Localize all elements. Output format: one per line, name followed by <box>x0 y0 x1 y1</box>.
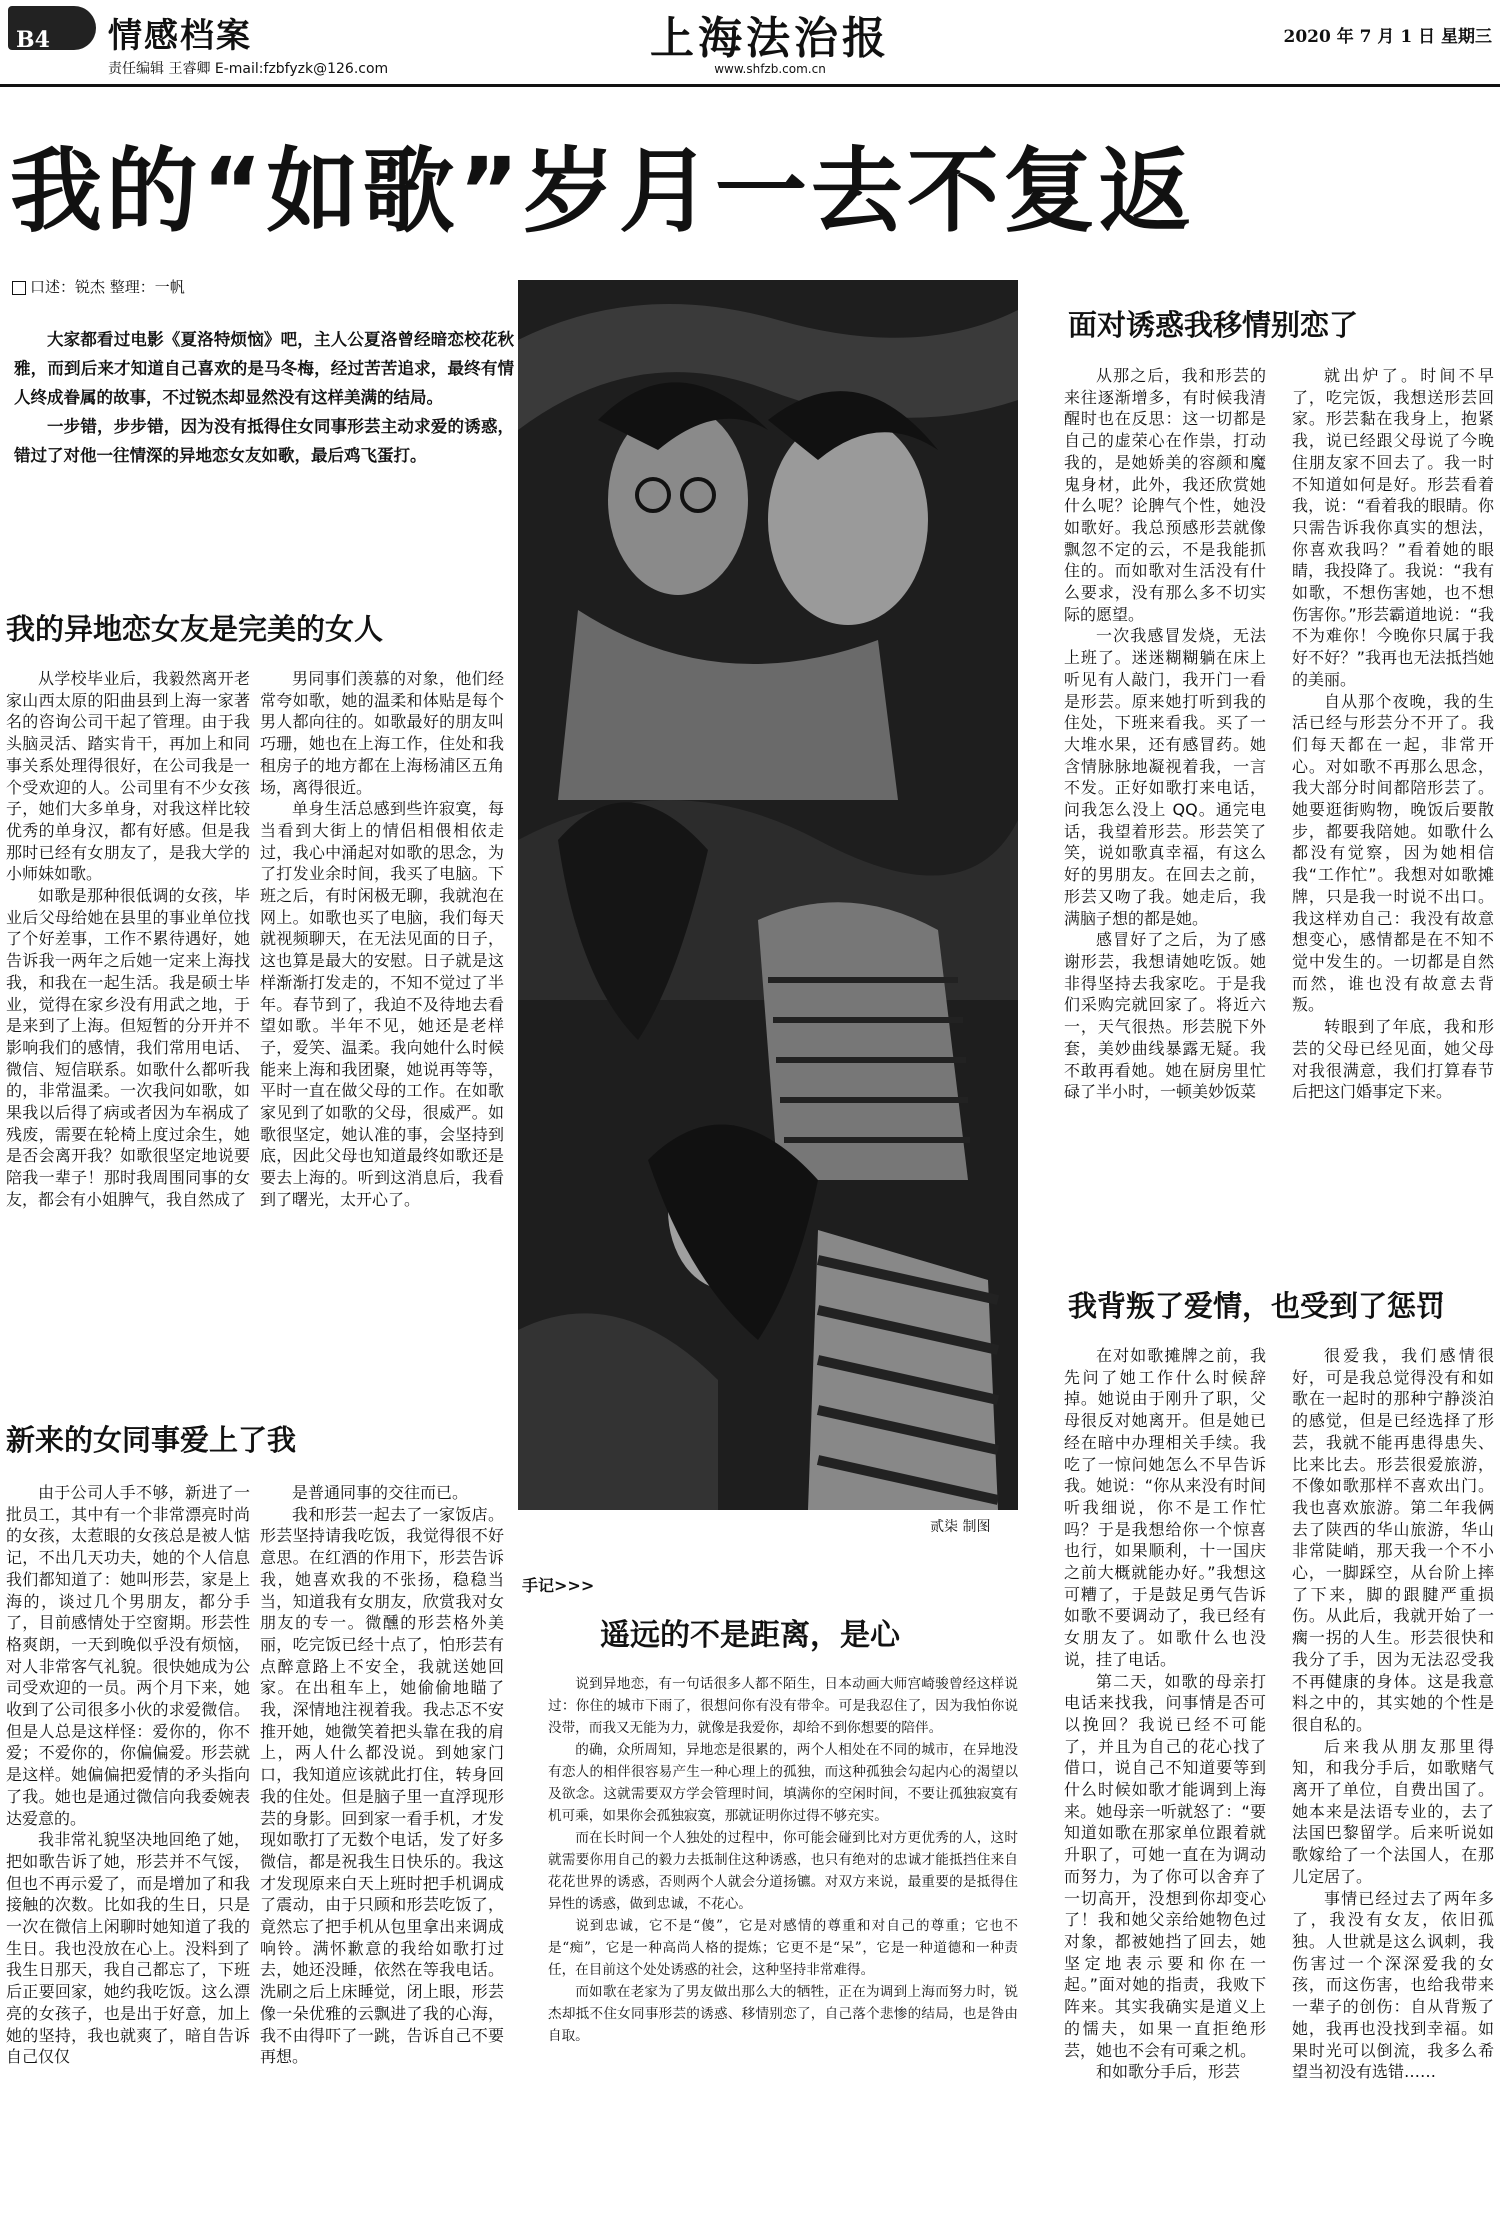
masthead-rule <box>0 84 1500 87</box>
paragraph: 说到忠诚，它不是“傻”，它是对感情的尊重和对自己的尊重；它也不是“痴”，它是一种高尚人格的提炼；它更不是“呆”，它是一种道德和一种责任，在目前这个处处诱惑的社会，这种坚持非常难得。 <box>548 1918 1018 1978</box>
intro-text <box>14 325 514 470</box>
intro-paragraph: 大家都看过电影《夏洛特烦恼》吧，主人公夏洛曾经暗恋校花秋雅，而到后来才知道自己喜欢的是马冬梅，经过苦苦追求，最终有情人终成眷属的故事，不过锐杰却显然没有这样美满的结局。 <box>14 330 514 407</box>
newspaper-url: www.shfzb.com.cn <box>714 62 826 76</box>
sec3-column-2 <box>1292 365 1494 1265</box>
sec4-column-1 <box>1064 1345 1266 2223</box>
paragraph: 一次我感冒发烧，无法上班了。迷迷糊糊躺在床上听见有人敲门，我开门一看是形芸。原来她打听到我的住处，下班来看我。买了一大堆水果，还有感冒药。她含情脉脉地凝视着我，一言不发。正好如歌打来电话，问我怎么没上 QQ。通完电话，我望着形芸。形芸笑了笑，说如歌真幸福，有这么好的男朋友。在回去之前，形芸又吻了我。她走后，我满脑子想的都是她。 <box>1064 626 1266 928</box>
intro-paragraph: 一步错，步步错，因为没有抵得住女同事形芸主动求爱的诱惑，错过了对他一往情深的异地恋女友如歌，最后鸡飞蛋打。 <box>14 417 514 465</box>
paragraph: 我非常礼貌坚决地回绝了她，把如歌告诉了她，形芸并不气馁，但也不再示爱了，而是增加了和我接触的次数。比如我的生日，只是一次在微信上闲聊时她知道了我的生日。我也没放在心上。没料到了我生日那天，我自己都忘了，下班后正要回家，她约我吃饭。这么漂亮的女孩子，也是出于好意，加上她的坚持，我也就爽了，暗自告诉自己仅仅 <box>6 1830 250 2067</box>
page-letter: B <box>16 26 35 53</box>
paragraph: 自从那个夜晚，我的生活已经与形芸分不开了。我们每天都在一起，非常开心。对如歌不再那么思念，我大部分时间都陪形芸了。她要逛街购物，晚饭后要散步，都要我陪她。如歌什么都没有觉察，因为她相信我“工作忙”。我想对如歌摊牌，只是我一时说不出口。我这样劝自己：我没有故意想变心，感情都是在不知不觉中发生的。一切都是自然而然，谁也没有故意去背叛。 <box>1292 691 1494 1015</box>
subhead-sec3: 面对诱惑我移情别恋了 <box>1068 308 1359 342</box>
paragraph: 说到异地恋，有一句话很多人都不陌生，日本动画大师宫崎骏曾经这样说过：你住的城市下雨了，很想问你有没有带伞。可是我忍住了，因为我怕你说没带，而我又无能为力，就像是我爱你，却给不到你想要的陪伴。 <box>548 1676 1018 1736</box>
paragraph: 很爱我，我们感情很好，可是我总觉得没有和如歌在一起时的那种宁静淡泊的感觉，但是已经选择了形芸，我就不能再患得患失、比来比去。形芸很爱旅游，不像如歌那样不喜欢出门。我也喜欢旅游。第二年我俩去了陕西的华山旅游，华山非常陡峭，那天我一个不小心，一脚踩空，从台阶上摔了下来，脚的跟腱严重损伤。从此后，我就开始了一瘸一拐的人生。形芸很快和我分了手，因为无法忍受我不再健康的身体。这是我意料之中的，其实她的个性是很自私的。 <box>1292 1346 1494 1734</box>
byline-text: 口述：锐杰 整理：一帆 <box>30 278 185 296</box>
notes-text <box>548 1673 1018 2225</box>
paragraph: 单身生活总感到些许寂寞，每当看到大街上的情侣相偎相依走过，我心中涌起对如歌的思念，为了打发业余时间，我买了电脑。下班之后，有时闲极无聊，我就泡在网上。如歌也买了电脑，我们每天就视频聊天，在无法见面的日子，这也算是最大的安慰。日子就是这样渐渐打发走的，不知不觉过了半年。春节到了，我迫不及待地去看望如歌。半年不见，她还是老样子，爱笑、温柔。我向她什么时候能来上海和我团聚，她说再等等，平时一直在做父母的工作。在如歌家见到了如歌的父母，很威严。如歌很坚定，她认准的事，会坚持到底，因此父母也知道最终如歌还是要去上海的。听到这消息后，我看到了曙光，太开心了。 <box>260 799 504 1209</box>
paragraph: 男同事们羡慕的对象，他们经常夸如歌，她的温柔和体贴是每个男人都向往的。如歌最好的朋友叫巧珊，她也在上海工作，住处和我租房子的地方都在上海杨浦区五角场，离得很近。 <box>260 669 504 797</box>
paragraph: 的确，众所周知，异地恋是很累的，两个人相处在不同的城市，在异地没有恋人的相伴很容易产生一种心理上的孤独，而这种孤独会勾起内心的渴望以及欲念。这就需要双方学会管理时间，填满你的空闲时间，不要让孤独寂寞有机可乘，如果你会孤独寂寞，那就证明你过得不够充实。 <box>548 1742 1018 1824</box>
headline: 我的“如歌”岁月一去不复返 <box>10 138 1195 245</box>
paragraph: 从那之后，我和形芸的来往逐渐增多，有时候我清醒时也在反思：这一切都是自己的虚荣心在作祟，打动我的，是她娇美的容颜和魔鬼身材，此外，我还欣赏她什么呢？论脾气个性，她没如歌好。我总预感形芸就像飘忽不定的云，不是我能抓住的。而如歌对生活没有什么要求，没有那么多不切实际的愿望。 <box>1064 366 1266 624</box>
paragraph: 而如歌在老家为了男友做出那么大的牺牲，正在为调到上海而努力时，锐杰却抵不住女同事形芸的诱惑、移情别恋了，自己落个悲惨的结局，也是咎由自取。 <box>548 1984 1018 2044</box>
subhead-sec1: 我的异地恋女友是完美的女人 <box>6 612 384 646</box>
sec1-column-2 <box>260 668 504 1388</box>
issue-date: 2020 年 7 月 1 日 星期三 <box>1283 27 1492 47</box>
sec2-column-2 <box>260 1482 504 2222</box>
sec1-column-1 <box>6 668 250 1388</box>
paragraph: 而在长时间一个人独处的过程中，你可能会碰到比对方更优秀的人，这时就需要你用自己的毅力去抵制住这种诱惑，也只有绝对的忠诚才能抵挡住来自花花世界的诱惑，否则两个人就会分道扬镳。对双方来说，最重要的是抵得住异性的诱惑，做到忠诚，不花心。 <box>548 1830 1018 1912</box>
notes-label: 手记>>> <box>522 1576 595 1595</box>
illustration <box>518 280 1018 1510</box>
paragraph: 我和形芸一起去了一家饭店。形芸坚持请我吃饭，我觉得很不好意思。在红酒的作用下，形芸告诉我，她喜欢我的不张扬，稳稳当当，知道我有女朋友，欣赏我对女朋友的专一。微醺的形芸格外美丽，吃完饭已经十点了，怕形芸有点醉意路上不安全，我就送她回家。在出租车上，她偷偷地瞄了我，深情地注视着我。我忐忑不安推开她，她微笑着把头靠在我的肩上，两人什么都没说。到她家门口，我知道应该就此打住，转身回我的住处。但是脑子里一直浮现形芸的身影。回到家一看手机，才发现如歌打了无数个电话，发了好多微信，都是祝我生日快乐的。我这才发现原来白天上班时把手机调成了震动，由于只顾和形芸吃饭了，竟然忘了把手机从包里拿出来调成响铃。满怀歉意的我给如歌打过去，她还没睡，依然在等我电话。洗刷之后上床睡觉，闭上眼，形芸像一朵优雅的云飘进了我的心海，我不由得吓了一跳，告诉自己不要再想。 <box>260 1504 504 2067</box>
sec4-column-2 <box>1292 1345 1494 2223</box>
byline-box <box>12 281 26 295</box>
paragraph: 第二天，如歌的母亲打电话来找我，问事情是否可以挽回？我说已经不可能了，并且为自己的花心找了借口，说自己不知道要等到什么时候如歌才能调到上海来。她母亲一听就怒了：“要知道如歌在那家单位跟着就升职了，可她一直在为调动而努力，为了你可以舍弃了一切高开，没想到你却变心了！我和她父亲给她物色过对象，都被她挡了回去，她坚定地表示要和你在一起。”面对她的指责，我败下阵来。其实我确实是道义上的懦夫，如果一直拒绝形芸，她也不会有可乘之机。 <box>1064 1671 1266 2060</box>
page-number-badge <box>8 6 96 53</box>
byline <box>12 276 185 297</box>
paragraph: 和如歌分手后，形芸 <box>1096 2062 1241 2082</box>
illustration-art <box>518 280 1018 1510</box>
illustration-credit: 贰柒 制图 <box>930 1519 991 1535</box>
paragraph: 转眼到了年底，我和形芸的父母已经见面，她父母对我很满意，我们打算春节后把这门婚事定下来。 <box>1292 1017 1494 1102</box>
subhead-sec2: 新来的女同事爱上了我 <box>6 1423 297 1457</box>
sec2-column-1 <box>6 1482 250 2222</box>
paragraph: 后来我从朋友那里得知，和我分手后，如歌赌气离开了单位，自费出国了。她本来是法语专业的，去了法国巴黎留学。后来听说如歌嫁给了一个法国人，在那儿定居了。 <box>1292 1736 1494 1886</box>
sec3-column-1 <box>1064 365 1266 1265</box>
paragraph: 就出炉了。时间不早了，吃完饭，我想送形芸回家。形芸黏在我身上，抱紧我，说已经跟父母说了今晚住朋友家不回去了。我一时不知道如何是好。形芸看着我，说：“看着我的眼睛。你只需告诉我你真实的想法，你喜欢我吗？”看着她的眼睛，我投降了。我说：“我有如歌，不想伤害她，也不想伤害你。”形芸霸道地说：“我不为难你！今晚你只属于我好不好？”我再也无法抵挡她的美丽。 <box>1292 366 1494 689</box>
page-digit: 4 <box>34 26 50 53</box>
paragraph: 在对如歌摊牌之前，我先问了她工作什么时候辞掉。她说由于刚升了职，父母很反对她离开。但是她已经在暗中办理相关手续。我吃了一惊问她怎么不早告诉我。她说：“你从来没有时间听我细说，你不是工作忙吗？于是我想给你一个惊喜也行，如果顺利，十一国庆之前大概就能办好。”我想这可糟了，于是鼓足勇气告诉如歌不要调动了，我已经有女朋友了。如歌什么也没说，挂了电话。 <box>1064 1346 1266 1669</box>
newspaper-name: 上海法治报 <box>650 13 890 64</box>
paragraph: 由于公司人手不够，新进了一批员工，其中有一个非常漂亮时尚的女孩，太惹眼的女孩总是被人惦记，不出几天功夫，她的个人信息我们都知道了：她叫形芸，家是上海的，谈过几个男朋友，都分手了，目前感情处于空窗期。形芸性格爽朗，一天到晚似乎没有烦恼，对人非常客气礼貌。很快她成为公司受欢迎的一员。两个月下来，她收到了公司很多小伙的求爱微信。但是人总是这样怪：爱你的，你不爱；不爱你的，你偏偏爱。形芸就是这样。她偏偏把爱情的矛头指向了我。她也是通过微信向我委婉表达爱意的。 <box>6 1483 250 1828</box>
paragraph: 从学校毕业后，我毅然离开老家山西太原的阳曲县到上海一家著名的咨询公司干起了管理。由于我头脑灵活、踏实肯干，再加上和同事关系处理得很好，在公司我是一个受欢迎的人。公司里有不少女孩子，她们大多单身，对我这样比较优秀的单身汉，都有好感。但是我那时已经有女朋友了，是我大学的小师妹如歌。 <box>6 669 250 884</box>
paragraph: 如歌是那种很低调的女孩，毕业后父母给她在县里的事业单位找了个好差事，工作不累待遇好，她告诉我一两年之后她一定来上海找我，和我在一起生活。我是硕士毕业，觉得在家乡没有用武之地，于是来到了上海。但短暂的分开并不影响我们的感情，我们常用电话、微信、短信联系。如歌什么都听我的，非常温柔。一次我问如歌，如果我以后得了病或者因为车祸成了残废，需要在轮椅上度过余生，她是否会离开我？如歌很坚定地说要陪我一辈子！那时我周围同事的女友，都会有小姐脾气，我自然成了 <box>6 886 250 1209</box>
subhead-sec4: 我背叛了爱情，也受到了惩罚 <box>1068 1289 1446 1323</box>
notes-title: 遥远的不是距离，是心 <box>600 1618 900 1653</box>
section-title: 情感档案 <box>108 16 252 56</box>
paragraph: 感冒好了之后，为了感谢形芸，我想请她吃饭。她非得坚持去我家吃。于是我们采购完就回家了。将近六一，天气很热。形芸脱下外套，美妙曲线暴露无疑。我不敢再看她。她在厨房里忙碌了半小时，一顿美妙饭菜 <box>1064 930 1266 1102</box>
paragraph: 是普通同事的交往而已。 <box>292 1483 469 1502</box>
editor-line: 责任编辑 王睿卿 E-mail:fzbfyzk@126.com <box>108 61 389 77</box>
paragraph: 事情已经过去了两年多了，我没有女友，依旧孤独。人世就是这么讽刺，我伤害过一个深深爱我的女孩，而这伤害，也给我带来一辈子的创伤：自从背叛了她，我再也没找到幸福。如果时光可以倒流，我多么希望当初没有选错…… <box>1292 1888 1494 2082</box>
